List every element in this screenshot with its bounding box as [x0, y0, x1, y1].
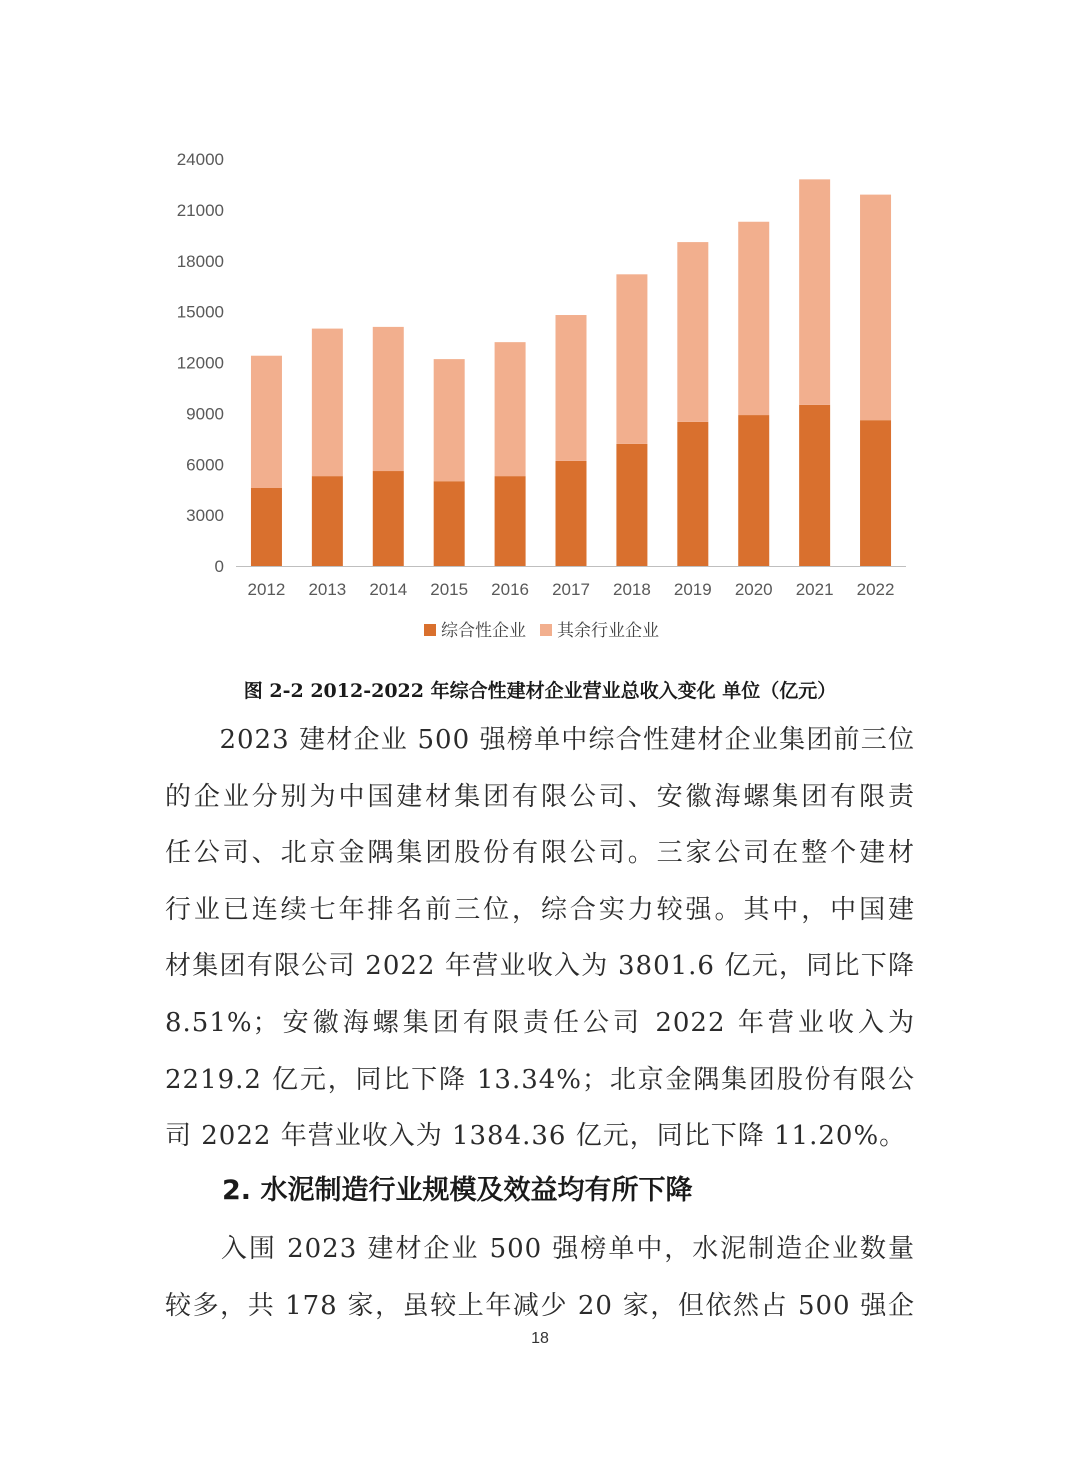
paragraph-line: 入围 2023 建材企业 500 强榜单中，水泥制造企业数量 — [165, 1234, 915, 1264]
x-tick-label: 2015 — [430, 580, 469, 599]
bar-comprehensive-2022 — [860, 420, 891, 566]
bar-other-2014 — [373, 327, 404, 471]
y-tick-label: 3000 — [186, 506, 224, 526]
bar-comprehensive-2021 — [799, 405, 830, 566]
section-heading: 2. 水泥制造行业规模及效益均有所下降 — [222, 1175, 693, 1206]
y-tick-label: 9000 — [186, 404, 224, 424]
legend — [424, 620, 659, 641]
y-axis — [177, 150, 224, 576]
bar-other-2020 — [738, 222, 769, 415]
bar-comprehensive-2019 — [677, 422, 708, 566]
bar-other-2018 — [616, 274, 647, 444]
legend-swatch — [540, 624, 552, 636]
x-tick-label: 2022 — [856, 580, 895, 599]
y-tick-label: 18000 — [176, 251, 224, 271]
bar-comprehensive-2018 — [616, 444, 647, 566]
bar-comprehensive-2015 — [434, 481, 465, 566]
y-tick-label: 0 — [214, 557, 224, 576]
paragraph-2 — [165, 1221, 915, 1334]
bar-other-2017 — [556, 315, 587, 461]
x-tick-label: 2020 — [734, 580, 773, 599]
paragraph-line: 8.51%；安徽海螺集团有限责任公司 2022 年营业收入为 — [165, 1007, 915, 1038]
bar-comprehensive-2017 — [556, 461, 587, 566]
paragraph-line: 司 2022 年营业收入为 1384.36 亿元，同比下降 11.20%。 — [165, 1121, 907, 1152]
bars — [251, 179, 891, 566]
bar-other-2022 — [860, 195, 891, 421]
y-tick-label: 21000 — [176, 200, 224, 220]
x-tick-label: 2019 — [673, 580, 712, 599]
x-tick-label: 2012 — [247, 580, 286, 599]
page-number: 18 — [531, 1330, 549, 1347]
bar-comprehensive-2013 — [312, 476, 343, 566]
x-axis — [248, 580, 895, 599]
paragraph-line: 的企业分别为中国建材集团有限公司、安徽海螺集团有限责 — [165, 781, 915, 812]
bar-other-2012 — [251, 356, 282, 488]
x-tick-label: 2016 — [491, 580, 530, 599]
legend-label: 综合性企业 — [441, 621, 526, 641]
y-tick-label: 6000 — [186, 455, 224, 475]
paragraph-line: 2023 建材企业 500 强榜单中综合性建材企业集团前三位 — [165, 725, 915, 755]
x-tick-label: 2014 — [369, 580, 408, 599]
paragraph-1 — [165, 712, 915, 1165]
y-tick-label: 12000 — [176, 353, 224, 373]
legend-swatch — [424, 624, 436, 636]
bar-other-2016 — [495, 342, 526, 476]
x-tick-label: 2021 — [795, 580, 834, 599]
bar-other-2019 — [677, 242, 708, 422]
y-tick-label: 15000 — [176, 302, 224, 322]
bar-comprehensive-2014 — [373, 471, 404, 566]
legend-label: 其余行业企业 — [557, 621, 659, 641]
figure-caption: 图 2-2 2012-2022 年综合性建材企业营业总收入变化 单位（亿元） — [243, 680, 837, 702]
bar-other-2013 — [312, 329, 343, 477]
paragraph-line: 2219.2 亿元，同比下降 13.34%；北京金隅集团股份有限公 — [165, 1064, 915, 1095]
x-tick-label: 2013 — [308, 580, 347, 599]
x-tick-label: 2017 — [552, 580, 590, 599]
paragraph-line: 任公司、北京金隅集团股份有限公司。三家公司在整个建材 — [165, 838, 915, 869]
x-tick-label: 2018 — [612, 580, 651, 599]
bar-other-2021 — [799, 179, 830, 405]
paragraph-line: 较多，共 178 家，虽较上年减少 20 家，但依然占 500 强企 — [165, 1290, 915, 1321]
paragraph-line: 材集团有限公司 2022 年营业收入为 3801.6 亿元，同比下降 — [165, 951, 915, 982]
bar-other-2015 — [434, 359, 465, 481]
bar-chart — [0, 0, 1080, 660]
bar-comprehensive-2012 — [251, 488, 282, 566]
bar-comprehensive-2020 — [738, 415, 769, 566]
bar-comprehensive-2016 — [495, 476, 526, 566]
paragraph-line: 行业已连续七年排名前三位，综合实力较强。其中，中国建 — [165, 894, 915, 925]
y-tick-label: 24000 — [176, 150, 224, 169]
